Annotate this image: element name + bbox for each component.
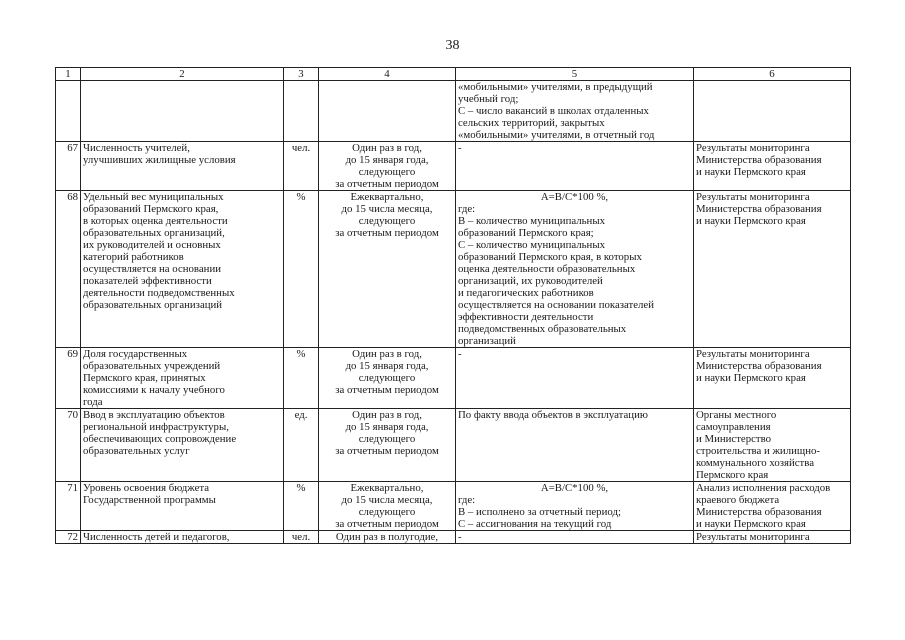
cell-line: где: (458, 494, 476, 506)
table-row (56, 409, 851, 482)
cell-line: Один раз в год, (352, 142, 422, 154)
cell-line: образований Пермского края, в которых (458, 251, 642, 263)
cell-line: C – ассигнования на текущий год (458, 518, 612, 530)
cell-line: следующего (358, 372, 416, 384)
cell-line: Пермского края (696, 469, 769, 481)
cell-line: B – количество муниципальных (458, 215, 605, 227)
cell-line: Результаты мониторинга (696, 142, 810, 154)
page-number: 38 (445, 38, 460, 53)
cell-line: оценка деятельности образовательных (458, 263, 636, 275)
reporting-period-cell (319, 191, 456, 348)
unit-cell: чел. (284, 142, 319, 191)
unit-cell: чел. (284, 531, 319, 544)
cell-line: A=B/C*100 %, (540, 482, 609, 494)
header-cell: 2 (81, 68, 284, 81)
cell-line: следующего (358, 506, 416, 518)
header-row (56, 68, 851, 81)
indicator-table (55, 67, 851, 544)
cell-line: Результаты мониторинга (696, 191, 810, 203)
cell-line: образовательных учреждений (83, 360, 221, 372)
cell-line: до 15 января года, (345, 360, 429, 372)
reporting-period-cell (319, 81, 456, 142)
cell-line: C – количество муниципальных (458, 239, 605, 251)
cell-line: и Министерство (696, 433, 772, 445)
cell-line: за отчетным периодом (335, 445, 439, 457)
cell-line: «мобильными» учителями, в отчетный год (458, 129, 655, 141)
cell-line: деятельности подведомственных (83, 287, 235, 299)
cell-line: региональной инфраструктуры, (83, 421, 229, 433)
indicator-number-cell: 68 (56, 191, 81, 348)
cell-line: Министерства образования (696, 506, 822, 518)
cell-line: «мобильными» учителями, в предыдущий (458, 81, 653, 93)
data-source-cell (694, 482, 851, 531)
cell-line: за отчетным периодом (335, 227, 439, 239)
formula-cell (456, 531, 694, 544)
cell-line: Ежеквартально, (350, 482, 424, 494)
unit-cell (284, 81, 319, 142)
cell-line: Один раз в год, (352, 348, 422, 360)
cell-line: Ввод в эксплуатацию объектов (83, 409, 225, 421)
table-row (56, 531, 851, 544)
cell-line: Органы местного (696, 409, 777, 421)
cell-line: следующего (358, 215, 416, 227)
indicator-name-cell (81, 482, 284, 531)
cell-line: где: (458, 203, 476, 215)
data-source-cell (694, 409, 851, 482)
cell-line: - (458, 142, 462, 154)
cell-line: краевого бюджета (696, 494, 780, 506)
header-cell: 5 (456, 68, 694, 81)
indicator-number-cell: 67 (56, 142, 81, 191)
formula-cell (456, 482, 694, 531)
cell-line: образовательных услуг (83, 445, 190, 457)
cell-line: Анализ исполнения расходов (696, 482, 831, 494)
cell-line: Ежеквартально, (350, 191, 424, 203)
formula-cell (456, 409, 694, 482)
cell-line: года (83, 396, 103, 408)
cell-line: эффективности деятельности (458, 311, 594, 323)
cell-line: и науки Пермского края (696, 372, 806, 384)
cell-line: следующего (358, 433, 416, 445)
formula-cell (456, 81, 694, 142)
cell-line: организаций (458, 335, 516, 347)
table-row (56, 191, 851, 348)
cell-line: обеспечивающих сопровождение (83, 433, 237, 445)
cell-line: образовательных организаций (83, 299, 223, 311)
cell-line: Министерства образования (696, 360, 822, 372)
indicator-name-cell (81, 348, 284, 409)
data-source-cell (694, 531, 851, 544)
formula-cell (456, 348, 694, 409)
cell-line: Результаты мониторинга (696, 348, 810, 360)
data-source-cell (694, 191, 851, 348)
cell-line: - (458, 348, 462, 360)
formula-cell (456, 142, 694, 191)
cell-line: их руководителей и основных (83, 239, 221, 251)
cell-line: осуществляется на основании показателей (458, 299, 654, 311)
unit-cell: % (284, 348, 319, 409)
data-source-cell (694, 142, 851, 191)
unit-cell: % (284, 191, 319, 348)
cell-line: и науки Пермского края (696, 166, 806, 178)
cell-line: Численность детей и педагогов, (83, 531, 230, 543)
cell-line: осуществляется на основании (83, 263, 221, 275)
indicator-number-cell: 72 (56, 531, 81, 544)
cell-line: образовательных организаций, (83, 227, 225, 239)
cell-line: образований Пермского края, (83, 203, 219, 215)
cell-line: Удельный вес муниципальных (83, 191, 224, 203)
reporting-period-cell (319, 482, 456, 531)
cell-line: Министерства образования (696, 203, 822, 215)
cell-line: и педагогических работников (458, 287, 594, 299)
unit-cell: ед. (284, 409, 319, 482)
table-row (56, 348, 851, 409)
indicator-name-cell (81, 191, 284, 348)
cell-line: за отчетным периодом (335, 178, 439, 190)
table-row (56, 482, 851, 531)
cell-line: категорий работников (83, 251, 184, 263)
data-source-cell (694, 81, 851, 142)
cell-line: Один раз в год, (352, 409, 422, 421)
header-cell: 4 (319, 68, 456, 81)
cell-line: до 15 числа месяца, (341, 203, 433, 215)
cell-line: до 15 января года, (345, 154, 429, 166)
cell-line: и науки Пермского края (696, 518, 806, 530)
cell-line: Численность учителей, (83, 142, 190, 154)
cell-line: показателей эффективности (83, 275, 212, 287)
cell-line: По факту ввода объектов в эксплуатацию (458, 409, 648, 421)
cell-line: до 15 числа месяца, (341, 494, 433, 506)
cell-line: учебный год; (458, 93, 519, 105)
cell-line: строительства и жилищно- (696, 445, 820, 457)
cell-line: и науки Пермского края (696, 215, 806, 227)
reporting-period-cell (319, 348, 456, 409)
cell-line: образований Пермского края; (458, 227, 594, 239)
cell-line: A=B/C*100 %, (540, 191, 609, 203)
cell-line: следующего (358, 166, 416, 178)
indicator-number-cell: 70 (56, 409, 81, 482)
cell-line: Доля государственных (83, 348, 188, 360)
cell-line: Уровень освоения бюджета (83, 482, 210, 494)
indicator-name-cell (81, 409, 284, 482)
cell-line: организаций, их руководителей (458, 275, 603, 287)
cell-line: сельских территорий, закрытых (458, 117, 605, 129)
table-row (56, 142, 851, 191)
cell-line: Результаты мониторинга (696, 531, 810, 543)
reporting-period-cell (319, 531, 456, 544)
header-cell: 3 (284, 68, 319, 81)
reporting-period-cell (319, 142, 456, 191)
header-cell: 6 (694, 68, 851, 81)
cell-line: за отчетным периодом (335, 518, 439, 530)
cell-line: Один раз в полугодие, (335, 531, 439, 543)
indicator-name-cell (81, 81, 284, 142)
cell-line: Министерства образования (696, 154, 822, 166)
cell-line: Государственной программы (83, 494, 216, 506)
cell-line: до 15 января года, (345, 421, 429, 433)
indicator-number-cell: 71 (56, 482, 81, 531)
header-cell: 1 (56, 68, 81, 81)
cell-line: подведомственных образовательных (458, 323, 627, 335)
reporting-period-cell (319, 409, 456, 482)
indicator-number-cell: 69 (56, 348, 81, 409)
formula-cell (456, 191, 694, 348)
cell-line: за отчетным периодом (335, 384, 439, 396)
cell-line: в которых оценка деятельности (83, 215, 228, 227)
table-row-continuation (56, 81, 851, 142)
indicator-name-cell (81, 531, 284, 544)
cell-line: Пермского края, принятых (83, 372, 206, 384)
cell-line: улучшивших жилищные условия (83, 154, 236, 166)
unit-cell: % (284, 482, 319, 531)
cell-line: комиссиями к началу учебного (83, 384, 225, 396)
cell-line: коммунального хозяйства (696, 457, 815, 469)
cell-line: - (458, 531, 462, 543)
indicator-name-cell (81, 142, 284, 191)
data-source-cell (694, 348, 851, 409)
cell-line: B – исполнено за отчетный период; (458, 506, 621, 518)
cell-line: самоуправления (696, 421, 771, 433)
cell-line: С – число вакансий в школах отдаленных (458, 105, 649, 117)
indicator-number-cell (56, 81, 81, 142)
